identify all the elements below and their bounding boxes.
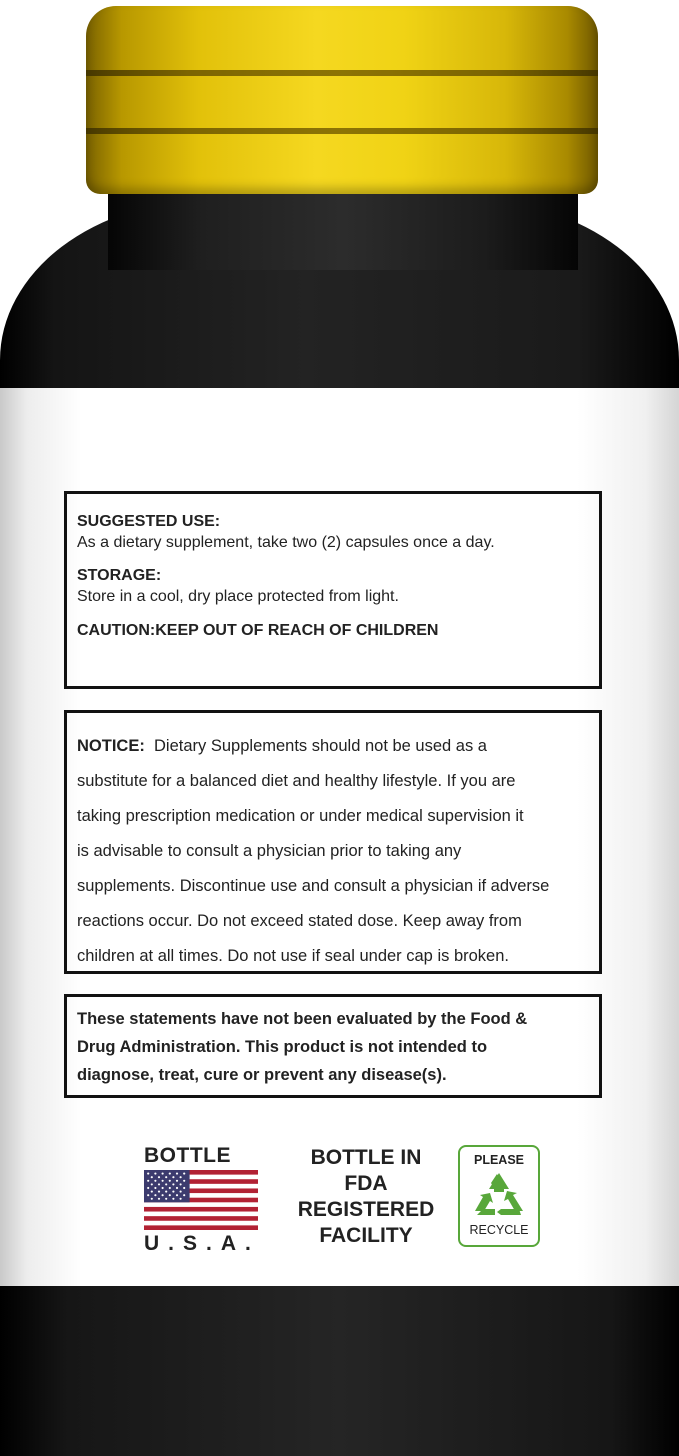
notice-line: is advisable to consult a physician prior to taking any [77,842,462,860]
us-flag-icon [144,1170,258,1230]
suggested-use-heading: SUGGESTED USE: [77,513,221,530]
cap-ridge [86,70,598,76]
fda-statement-box [64,994,602,1098]
caution-text: CAUTION:KEEP OUT OF REACH OF CHILDREN [77,622,439,639]
fda-statement-line: These statements have not been evaluated by the Food & [77,1010,528,1028]
suggested-use-text: As a dietary supplement, take two (2) capsules once a day. [77,534,495,551]
fda-statement-line: diagnose, treat, cure or prevent any disease(s). [77,1066,447,1084]
fda-statement-line: Drug Administration. This product is not intended to [77,1038,488,1056]
notice-line: children at all times. Do not use if seal under cap is broken. [77,947,509,965]
fda-facility-badge [296,1145,436,1249]
directions-box [64,491,602,689]
notice-box [64,710,602,974]
bottle-cap [86,6,598,194]
storage-heading: STORAGE: [77,567,162,584]
fda-badge-line: REGISTERED [297,1198,435,1221]
recycle-top-text: PLEASE [473,1153,524,1167]
notice-line [77,729,589,764]
notice-heading: NOTICE: [77,737,145,755]
bottle-base [0,1286,679,1456]
recycle-icon [471,1171,527,1219]
fda-badge-line: BOTTLE IN [310,1146,422,1169]
cap-ridge [86,128,598,134]
notice-line: supplements. Discontinue use and consult a physician if adverse [77,877,550,895]
notice-line: taking prescription medication or under medical supervision it [77,807,524,825]
usa-badge-top-text: BOTTLE [144,1144,231,1167]
recycle-badge [458,1145,540,1247]
usa-badge-bottom-text: U.S.A. [144,1232,260,1255]
recycle-bottom-text: RECYCLE [469,1223,529,1237]
notice-line-text: Dietary Supplements should not be used as a [154,737,487,755]
notice-line: substitute for a balanced diet and healthy lifestyle. If you are [77,772,516,790]
fda-badge-line: FDA [344,1172,388,1195]
fda-badge-line: FACILITY [319,1224,413,1247]
notice-line: reactions occur. Do not exceed stated dose. Keep away from [77,912,522,930]
storage-text: Store in a cool, dry place protected from light. [77,588,399,605]
